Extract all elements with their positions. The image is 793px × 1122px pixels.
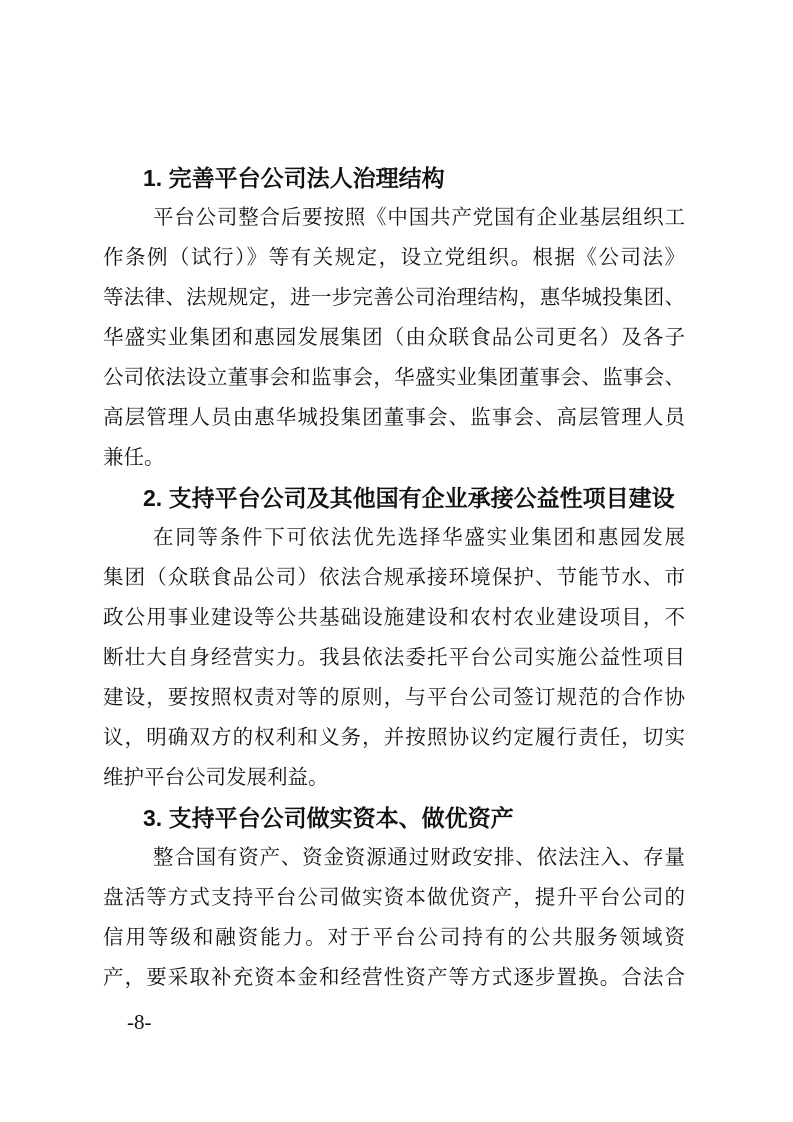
text-line: 产，要采取补充资本金和经营性资产等方式逐步置换。合法合 — [103, 967, 685, 989]
section-1-heading: 1. 完善平台公司法人治理结构 — [143, 165, 445, 191]
text-line: 高层管理人员由惠华城投集团董事会、监事会、高层管理人员 — [103, 407, 685, 429]
section-3-heading: 3. 支持平台公司做实资本、做优资产 — [143, 805, 514, 831]
text-line: 平台公司整合后要按照《中国共产党国有企业基层组织工 — [153, 207, 685, 229]
page-number: -8- — [127, 1010, 152, 1034]
section-2-heading: 2. 支持平台公司及其他国有企业承接公益性项目建设 — [143, 485, 675, 511]
text-line: 议，明确双方的权利和义务，并按照协议约定履行责任，切实 — [103, 727, 685, 749]
text-line: 等法律、法规规定，进一步完善公司治理结构，惠华城投集团、 — [103, 287, 685, 309]
text-line: 兼任。 — [103, 447, 165, 469]
section-3 — [103, 798, 685, 998]
text-line: 信用等级和融资能力。对于平台公司持有的公共服务领域资 — [103, 927, 685, 949]
text-line: 建设，要按照权责对等的原则，与平台公司签订规范的合作协 — [103, 687, 685, 709]
text-line: 维护平台公司发展利益。 — [103, 767, 329, 789]
text-line: 公司依法设立董事会和监事会，华盛实业集团董事会、监事会、 — [103, 367, 685, 389]
text-line: 盘活等方式支持平台公司做实资本做优资产，提升平台公司的 — [103, 887, 685, 909]
document-body — [103, 158, 685, 998]
section-1 — [103, 158, 685, 478]
text-line: 集团（众联食品公司）依法合规承接环境保护、节能节水、市 — [103, 567, 685, 589]
text-line: 断壮大自身经营实力。我县依法委托平台公司实施公益性项目 — [103, 647, 685, 669]
text-line: 作条例（试行）》等有关规定，设立党组织。根据《公司法》 — [103, 247, 685, 269]
text-line: 在同等条件下可依法优先选择华盛实业集团和惠园发展 — [153, 527, 685, 549]
section-2 — [103, 478, 685, 798]
text-line: 整合国有资产、资金资源通过财政安排、依法注入、存量 — [153, 847, 685, 869]
text-line: 政公用事业建设等公共基础设施建设和农村农业建设项目，不 — [103, 607, 685, 629]
text-line: 华盛实业集团和惠园发展集团（由众联食品公司更名）及各子 — [103, 327, 685, 349]
